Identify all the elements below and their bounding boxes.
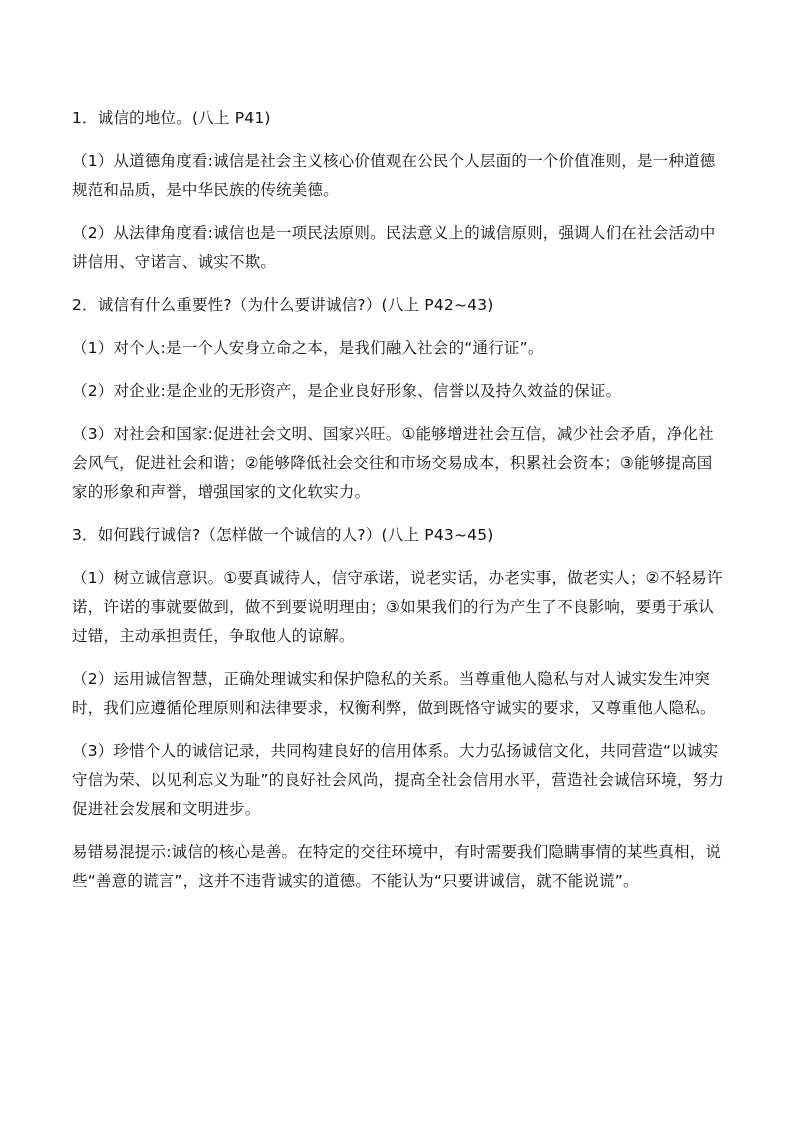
tip-paragraph: 易错易混提示:诚信的核心是善。在特定的交往环境中，有时需要我们隐瞒事情的某些真相，说些“善意的谎言”，这并不违背诚实的道德。不能认为“只要讲诚信，就不能说谎”。: [72, 843, 722, 890]
section-1-item-1: （1）从道德角度看:诚信是社会主义核心价值观在公民个人层面的一个价值准则，是一种道德规范和品质，是中华民族的传统美德。: [72, 152, 716, 199]
section-1-heading: 1．诚信的地位。(八上 P41): [72, 109, 271, 127]
section-3-item-3: （3）珍惜个人的诚信记录，共同构建良好的信用体系。大力弘扬诚信文化，共同营造“以诚实守信为荣、以见利忘义为耻”的良好社会风尚，提高全社会信用水平，营造社会诚信环境，努力促进社会发展和文明进步。: [72, 742, 724, 818]
section-2-item-3: （3）对社会和国家:促进社会文明、国家兴旺。①能够增进社会互信，减少社会矛盾，净化社会风气，促进社会和谐；②能够降低社会交往和市场交易成本，积累社会资本；③能够提高国家的形象和声誉，增强国家的文化软实力。: [72, 425, 714, 501]
section-3-item-1: （1）树立诚信意识。①要真诚待人，信守承诺，说老实话，办老实事，做老实人；②不轻易许诺，许诺的事就要做到，做不到要说明理由；③如果我们的行为产生了不良影响，要勇于承认过错，主动承担责任，争取他人的谅解。: [72, 569, 723, 645]
section-3-item-2: （2）运用诚信智慧，正确处理诚实和保护隐私的关系。当尊重他人隐私与对人诚实发生冲突时，我们应遵循伦理原则和法律要求，权衡利弊，做到既恪守诚实的要求，又尊重他人隐私。: [72, 670, 716, 717]
document-page: [72, 104, 724, 910]
section-2-item-1: （1）对个人:是一个人安身立命之本，是我们融入社会的“通行证”。: [72, 339, 544, 357]
section-2-heading: 2．诚信有什么重要性?（为什么要讲诚信?）(八上 P42~43): [72, 296, 494, 314]
section-1-item-2: （2）从法律角度看:诚信也是一项民法原则。民法意义上的诚信原则，强调人们在社会活动中讲信用、守诺言、诚实不欺。: [72, 224, 716, 271]
section-3-heading: 3．如何践行诚信?（怎样做一个诚信的人?）(八上 P43~45): [72, 526, 494, 544]
section-2-item-2: （2）对企业:是企业的无形资产，是企业良好形象、信誉以及持久效益的保证。: [72, 382, 622, 400]
